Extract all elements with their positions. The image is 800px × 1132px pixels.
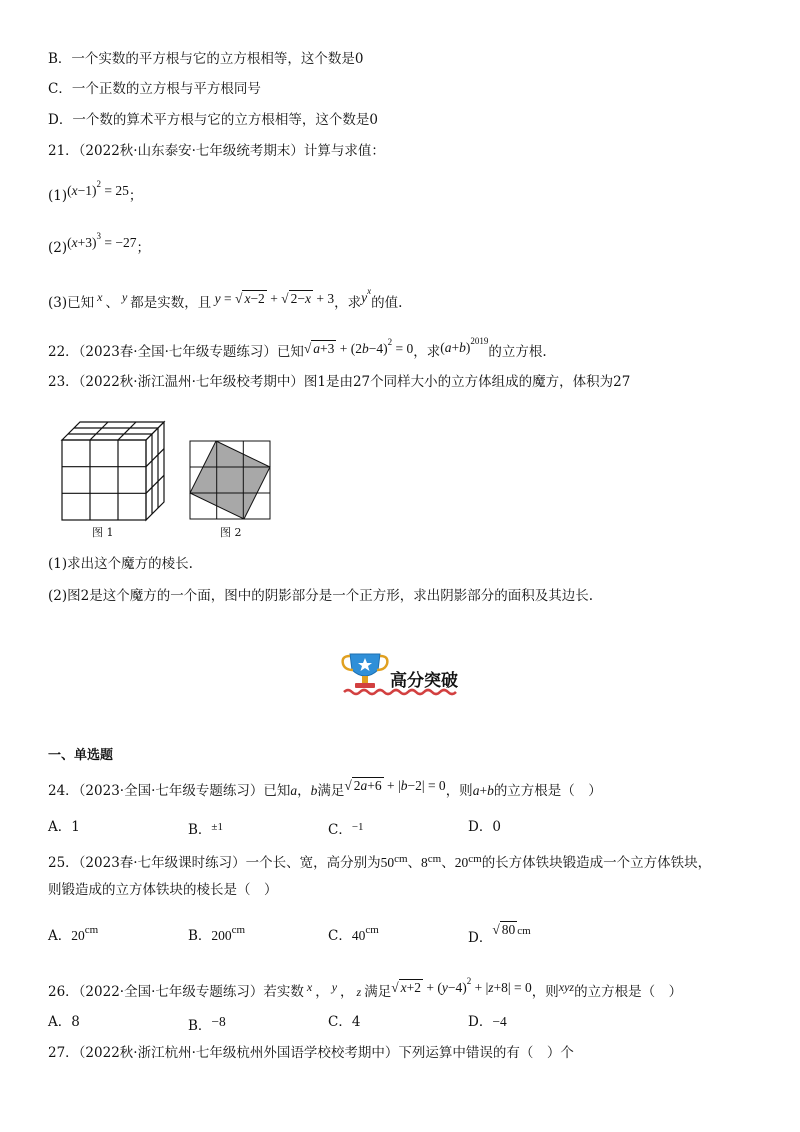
- q23-heading: 23．（2022秋·浙江温州·七年级校考期中）图1是由27个同样大小的立方体组成的魔方，体积为27: [48, 374, 631, 390]
- banner-title: 高分突破: [390, 671, 458, 691]
- q26-option-a: A．8: [48, 1014, 80, 1030]
- q20-option-d: D．一个数的算术平方根与它的立方根相等，这个数是0: [48, 112, 378, 128]
- q20-option-b: B．一个实数的平方根与它的立方根相等，这个数是0: [48, 51, 364, 67]
- q24-option-a: A．1: [48, 819, 80, 835]
- q21-heading: 21．（2022秋·山东泰安·七年级统考期末）计算与求值：: [48, 143, 385, 159]
- figure-2-caption: 图 2: [220, 526, 242, 539]
- q26-option-d: D．−4: [468, 1014, 507, 1030]
- q21-part2: $(2)(x+3)^3 = -27$；: [48, 231, 150, 256]
- q24-text: 24．（2023·全国·七年级专题练习）已知a，b满足√ 2a+6 + |b−2| = 0，则a+b的立方根是（ ）: [48, 778, 602, 799]
- q20-option-c: C．一个正数的立方根与平方根同号: [48, 81, 261, 97]
- section-heading-single-choice: 一、单选题: [48, 748, 114, 763]
- q23-part2: (2)图2是这个魔方的一个面，图中的阴影部分是一个正方形，求出阴影部分的面积及其边长.: [48, 588, 594, 604]
- q26-option-c: C．4: [328, 1014, 361, 1030]
- q21-part3: (3)已知 x 、 y 都是实数，且 y = √ x−2 + √ 2−x + 3，求$y^x$的值.: [48, 286, 403, 311]
- q26-text: 26．（2022·全国·七年级专题练习）若实数 x ， y ， z 满足√ $x+2 + (y-4)^2 + |z+8| = 0$，则xyz的立方根是（ ）: [48, 976, 683, 1000]
- q27-text: 27．（2022秋·浙江杭州·七年级杭州外国语学校校考期中）下列运算中错误的有（ ）个: [48, 1045, 574, 1061]
- trophy-icon: [343, 654, 388, 688]
- q25-text-line2: 则锻造成的立方体铁块的棱长是（ ）: [48, 882, 278, 898]
- q22-text: 22．（2023春·全国·七年级专题练习）已知√ $a+3 + (2b-4)^2 = 0$，求$(a+b)^{2019}$的立方根.: [48, 336, 547, 360]
- q23-part1: (1)求出这个魔方的棱长.: [48, 556, 193, 572]
- q25-option-b: B．$200^{cm}$: [188, 924, 246, 944]
- shaded-square-figure: [188, 439, 272, 521]
- q26-option-b: B．−8: [188, 1014, 226, 1034]
- q24-option-c: C．$^{-1}$: [328, 821, 364, 838]
- q25-option-a: A．$20^{cm}$: [48, 924, 99, 944]
- q25-option-c: C．$40^{cm}$: [328, 924, 379, 944]
- figure-1-caption: 图 1: [92, 526, 114, 539]
- rubiks-cube-figure: [58, 418, 168, 522]
- q24-option-d: D．0: [468, 819, 501, 835]
- q24-option-b: B．$^{\pm 1}$: [188, 821, 223, 838]
- q21-part1: $(1)(x-1)^2 = 25$；: [48, 179, 143, 204]
- q25-text: 25．（2023春·七年级课时练习）一个长、宽，高分别为$50^{cm}$、$8^{cm}$、$20^{cm}$的长方体铁块锻造成一个立方体铁块，: [48, 853, 712, 871]
- q25-option-d: D．√ 80 $^{cm}$: [468, 922, 531, 946]
